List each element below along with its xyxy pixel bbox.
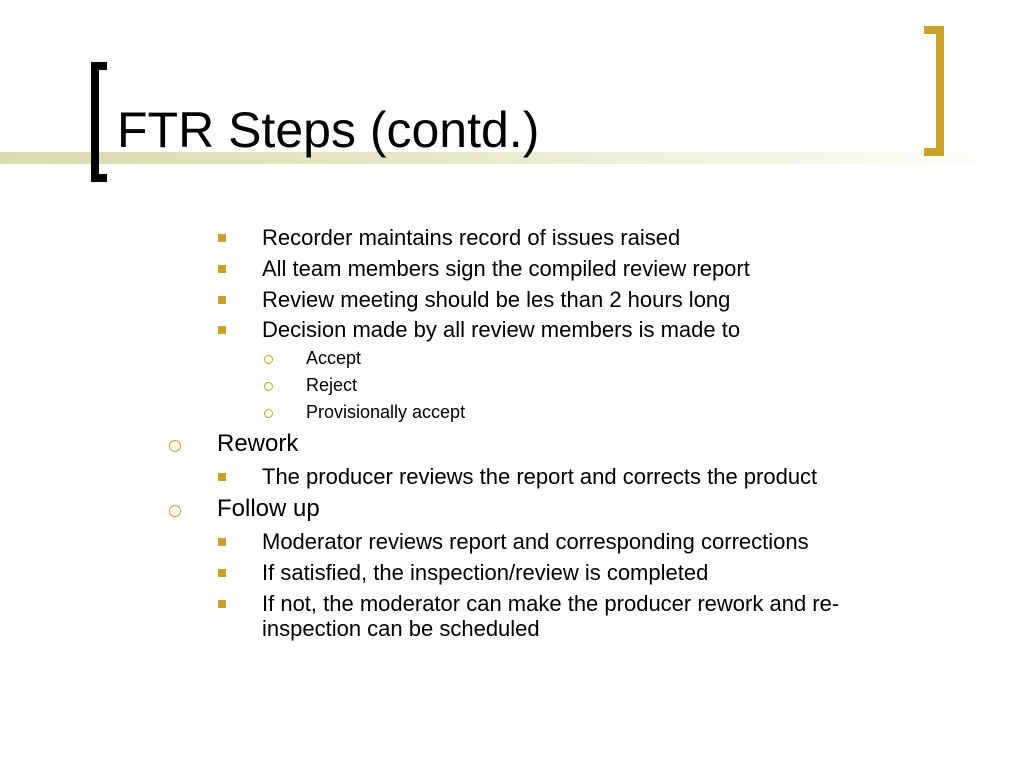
square-bullet-icon (218, 473, 226, 481)
square-bullet-icon (218, 569, 226, 577)
section-heading-rework: Rework (217, 430, 299, 457)
bullet-text: If not, the moderator can make the producer rework and re- (262, 591, 840, 616)
bullet-text: Recorder maintains record of issues raised (262, 225, 681, 250)
bullet-text: Review meeting should be les than 2 hours long (262, 287, 731, 312)
square-bullet-icon (218, 296, 226, 304)
square-bullet-icon (218, 234, 226, 242)
circle-bullet-icon (264, 382, 273, 391)
sub-bullet-text: Reject (306, 375, 358, 395)
section-heading-follow-up: Follow up (217, 495, 320, 522)
sub-bullet-text: Provisionally accept (306, 402, 466, 422)
square-bullet-icon (218, 265, 226, 273)
circle-bullet-icon (264, 355, 273, 364)
square-bullet-icon (218, 326, 226, 334)
bullet-text: Decision made by all review members is made to (262, 317, 741, 342)
bullet-text: All team members sign the compiled review report (262, 256, 750, 281)
circle-bullet-icon (169, 440, 181, 452)
circle-bullet-icon (169, 505, 181, 517)
circle-bullet-icon (264, 409, 273, 418)
bullet-text-continuation: inspection can be scheduled (262, 616, 540, 641)
bullet-text: Moderator reviews report and corresponding corrections (262, 529, 809, 554)
slide-title: FTR Steps (contd.) (117, 102, 540, 158)
square-bullet-icon (218, 538, 226, 546)
square-bullet-icon (218, 600, 226, 608)
sub-bullet-text: Accept (306, 348, 362, 368)
bullet-text: If satisfied, the inspection/review is completed (262, 560, 709, 585)
bullet-text: The producer reviews the report and corrects the product (262, 464, 818, 489)
